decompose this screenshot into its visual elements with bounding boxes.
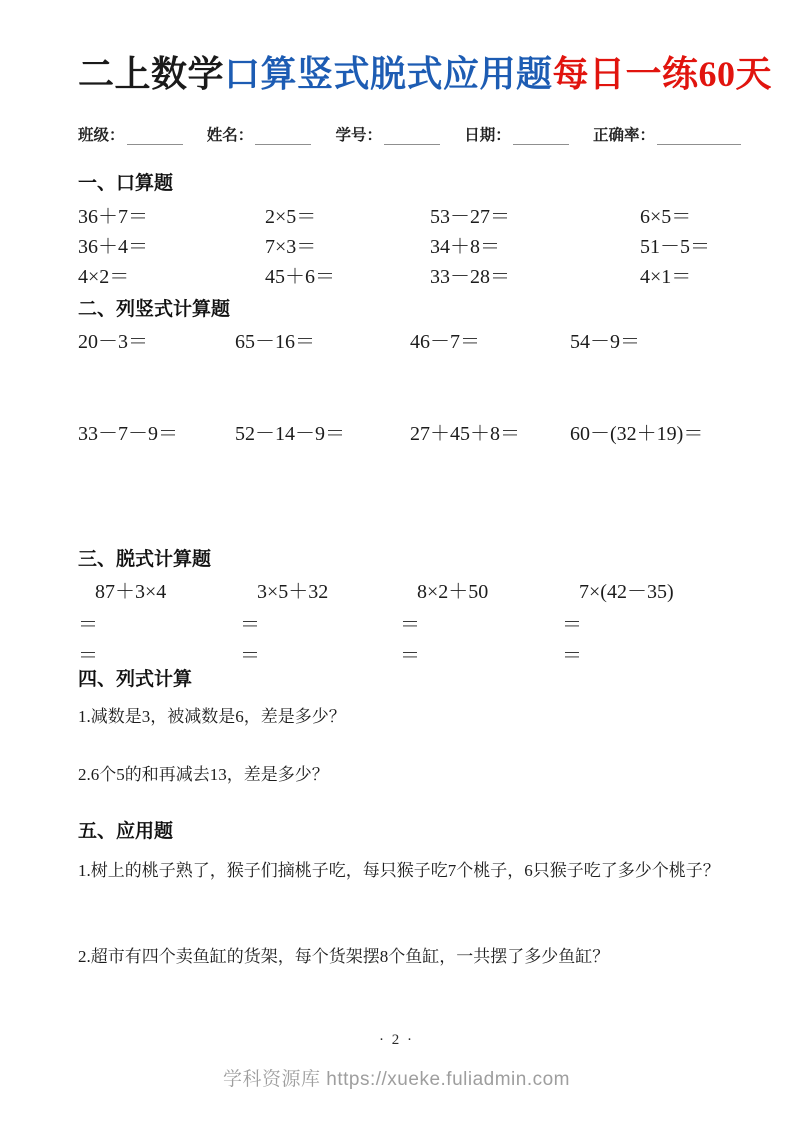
name-blank-line	[255, 129, 311, 145]
math-expression: 7×(42－35)	[579, 581, 674, 603]
student-number-blank-line	[384, 129, 440, 145]
math-problem: 52－14－9＝	[235, 423, 345, 445]
equals-sign: ＝	[400, 614, 420, 636]
word-problem: 2.超市有四个卖鱼缸的货架，每个货架摆8个鱼缸，一共摆了多少鱼缸？	[78, 947, 610, 966]
section-heading-formula: 四、列式计算	[78, 669, 193, 690]
math-problem: 27＋45＋8＝	[410, 423, 520, 445]
stepwise-equals-row-2	[78, 647, 741, 665]
accuracy-label: 正确率：	[592, 127, 655, 144]
page-number: · 2 ·	[379, 1032, 414, 1048]
math-expression: 3×5＋32	[257, 581, 329, 603]
stepwise-expressions-row	[78, 579, 741, 605]
math-problem: 34＋8＝	[430, 236, 500, 258]
math-problem: 7×3＝	[265, 236, 317, 258]
class-label: 班级：	[78, 127, 125, 144]
math-problem: 4×1＝	[640, 266, 692, 288]
equals-sign: ＝	[240, 614, 260, 636]
word-problem: 1.减数是3，被减数是6，差是多少？	[78, 707, 346, 726]
math-problem: 20－3＝	[78, 331, 148, 353]
equals-sign: ＝	[240, 645, 260, 667]
title-segment-black: 二上数学	[78, 54, 225, 94]
math-problem: 33－7－9＝	[78, 423, 178, 445]
page-title	[78, 0, 773, 97]
date-blank-line	[513, 129, 569, 145]
math-problem: 65－16＝	[235, 331, 315, 353]
section-heading-stepwise: 三、脱式计算题	[78, 549, 212, 570]
title-segment-blue: 口算竖式脱式应用题	[224, 54, 553, 94]
word-problem: 2.6个5的和再减去13，差是多少？	[78, 765, 329, 784]
oral-problems-grid	[78, 202, 741, 292]
math-problem: 45＋6＝	[265, 266, 335, 288]
vertical-problems-row-2	[78, 419, 741, 449]
student-number-label: 学号：	[335, 127, 382, 144]
accuracy-field	[593, 123, 741, 145]
section-heading-vertical: 二、列竖式计算题	[78, 299, 231, 320]
class-field	[78, 123, 183, 145]
date-field	[464, 123, 569, 145]
date-label: 日期：	[464, 127, 511, 144]
section-heading-word: 五、应用题	[78, 821, 174, 842]
math-problem: 4×2＝	[78, 266, 130, 288]
math-problem: 36＋4＝	[78, 236, 148, 258]
equals-sign: ＝	[78, 645, 98, 667]
class-blank-line	[127, 129, 183, 145]
math-problem: 6×5＝	[640, 206, 692, 228]
title-segment-red: 每日一练60天	[552, 54, 773, 94]
stepwise-equals-row-1	[78, 615, 741, 635]
accuracy-blank-line	[657, 129, 741, 145]
math-problem: 33－28＝	[430, 266, 510, 288]
math-problem: 54－9＝	[570, 331, 640, 353]
student-info-row	[78, 123, 741, 145]
vertical-problems-row-1	[78, 327, 741, 357]
equals-sign: ＝	[562, 645, 582, 667]
name-field	[207, 123, 312, 145]
math-problem: 36＋7＝	[78, 206, 148, 228]
math-problem: 60－(32＋19)＝	[570, 423, 704, 445]
math-problem: 46－7＝	[410, 331, 480, 353]
math-expression: 87＋3×4	[95, 581, 167, 603]
equals-sign: ＝	[562, 614, 582, 636]
name-label: 姓名：	[206, 127, 254, 144]
equals-sign: ＝	[400, 645, 420, 667]
student-number-field	[335, 123, 440, 145]
equals-sign: ＝	[78, 614, 98, 636]
word-problem: 1.树上的桃子熟了，猴子们摘桃子吃，每只猴子吃7个桃子，6只猴子吃了多少个桃子？	[78, 861, 720, 880]
watermark-credit: 学科资源库 https://xueke.fuliadmin.com	[223, 1069, 570, 1090]
math-expression: 8×2＋50	[417, 581, 489, 603]
math-problem: 51－5＝	[640, 236, 710, 258]
math-problem: 53－27＝	[430, 206, 510, 228]
math-problem: 2×5＝	[265, 206, 317, 228]
section-heading-oral: 一、口算题	[78, 173, 174, 194]
